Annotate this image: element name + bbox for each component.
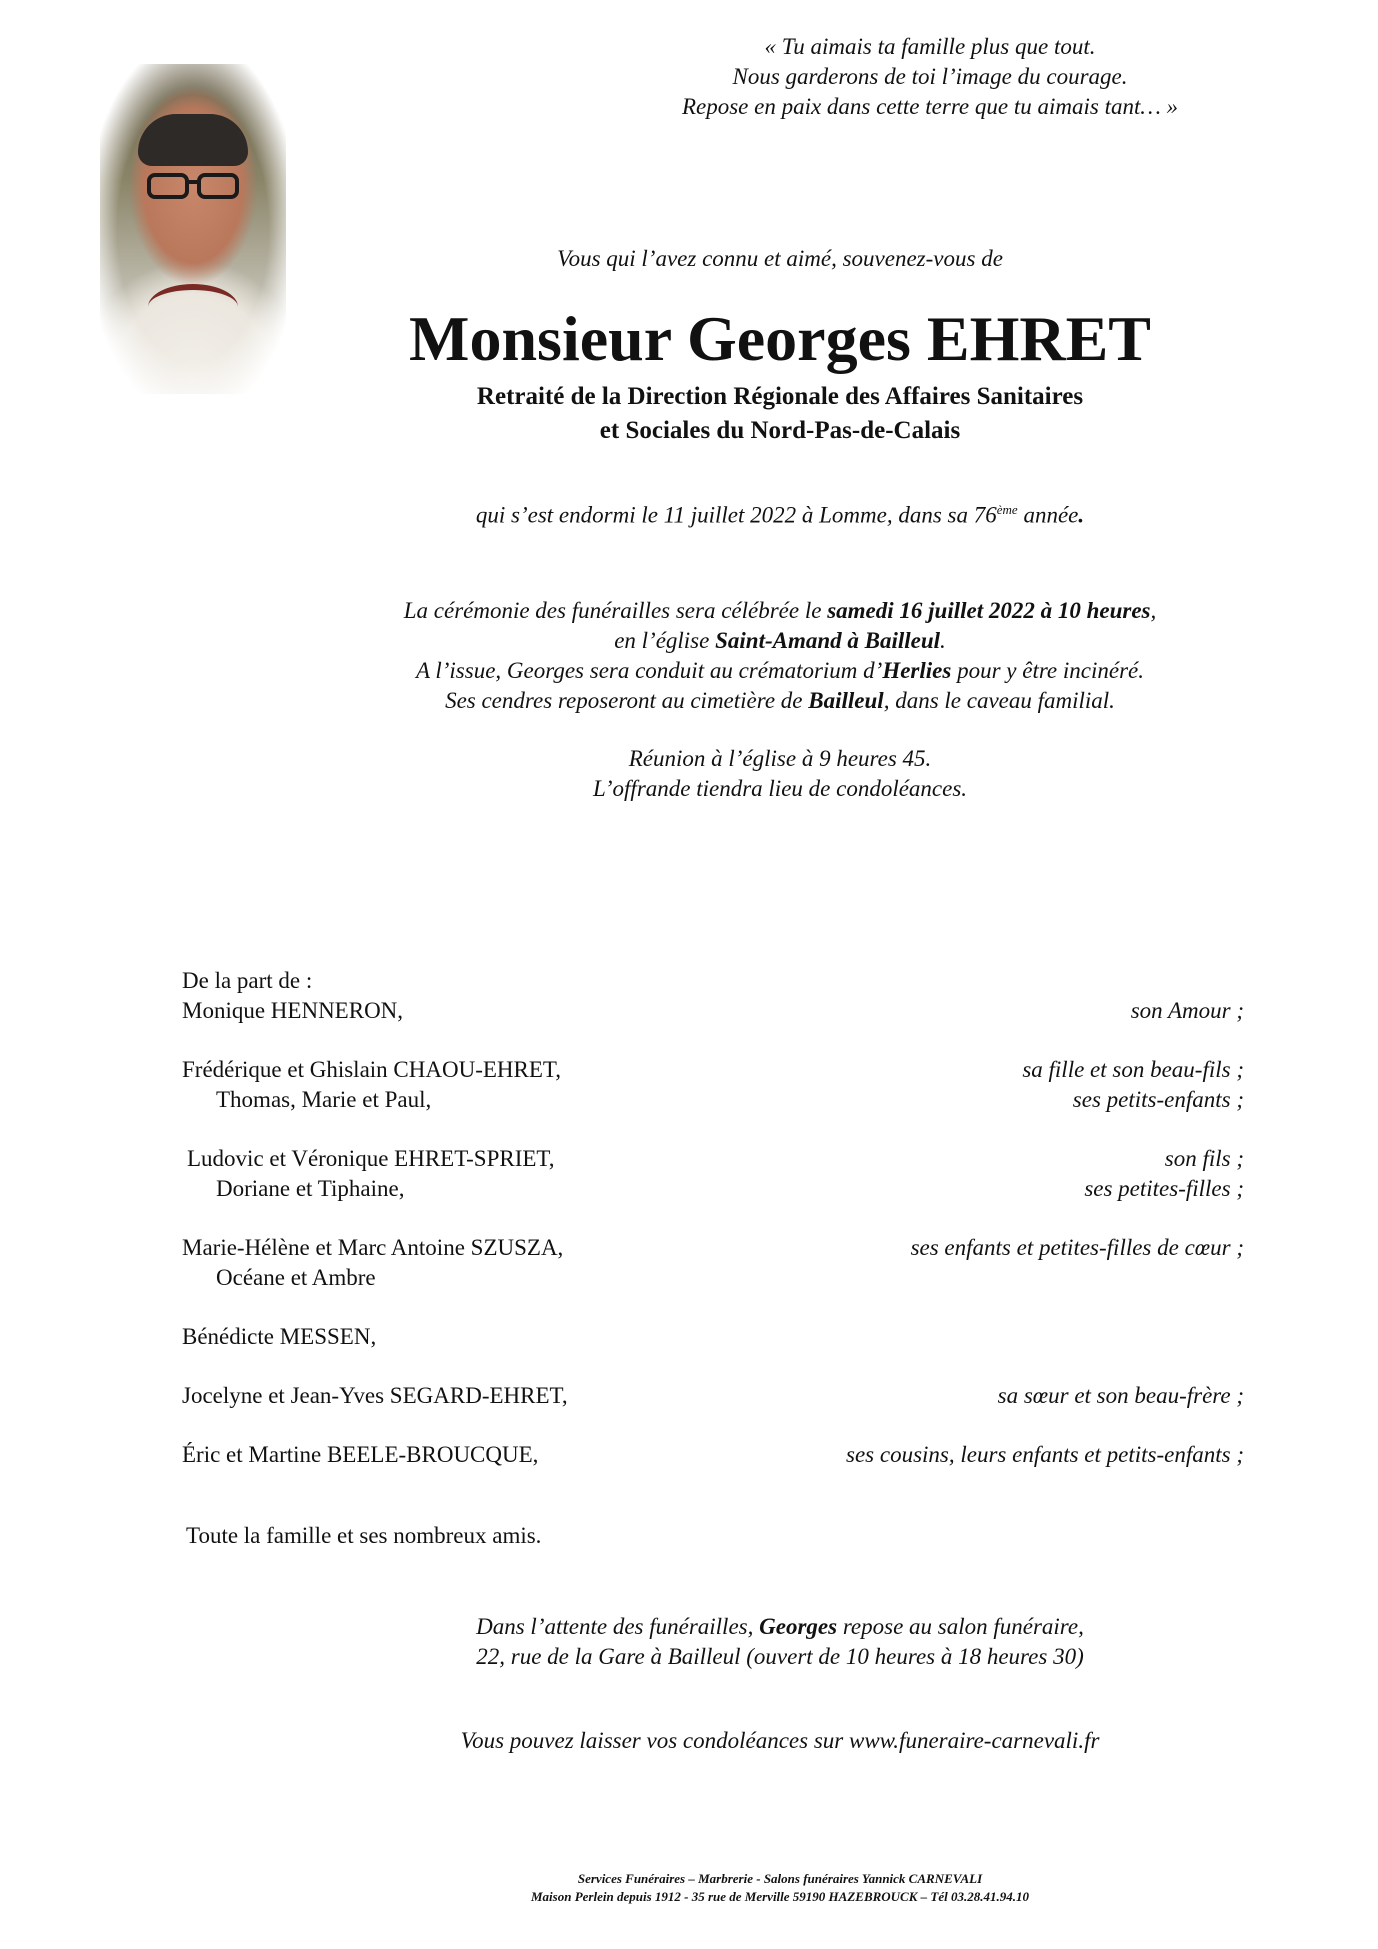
ceremony-cemetery: Bailleul [808,688,884,713]
quote-line: « Tu aimais ta famille plus que tout. [764,34,1096,59]
viewing-text: Dans l’attente des funérailles, [476,1614,760,1639]
meeting-line: L’offrande tiendra lieu de condoléances. [592,776,968,801]
ceremony-details [200,596,1360,716]
ceremony-text: A l’issue, Georges sera conduit au crématorium d’ [415,658,883,683]
family-row [182,1144,1244,1174]
family-row [182,1263,1244,1293]
family-member-name: Doriane et Tiphaine, [216,1176,405,1201]
viewing-line [300,1612,1260,1642]
ceremony-text: pour y être incinéré. [951,658,1144,683]
ceremony-line [200,656,1360,686]
family-relation: sa sœur et son beau-frère ; [997,1383,1244,1408]
family-relation: ses enfants et petites-filles de cœur ; [910,1235,1244,1260]
funeral-home-footer [200,1870,1360,1906]
viewing-info [300,1612,1260,1672]
family-relation: ses petits-enfants ; [1072,1087,1244,1112]
role-line: Retraité de la Direction Régionale des Affaires Sanitaires [476,383,1084,410]
ceremony-text: La cérémonie des funérailles sera célébrée le [403,598,828,623]
family-member-name: Marie-Hélène et Marc Antoine SZUSZA, [182,1235,564,1260]
ceremony-text: Ses cendres reposeront au cimetière de [445,688,809,713]
portrait-hair [138,114,248,166]
family-row [182,1085,1244,1115]
family-row [182,1381,1244,1411]
condolences-website: Vous pouvez laisser vos condoléances sur www.funeraire-carnevali.fr [460,1728,1100,1753]
viewing-line: 22, rue de la Gare à Bailleul (ouvert de 10 heures à 18 heures 30) [476,1644,1084,1669]
family-row [182,996,1244,1026]
closing-family-line: Toute la famille et ses nombreux amis. [186,1523,542,1548]
family-row [182,1322,1244,1352]
family-member-name: Jocelyne et Jean-Yves SEGARD-EHRET, [182,1383,568,1408]
death-text: année [1017,502,1079,528]
intro-text: Vous qui l’avez connu et aimé, souvenez-vous de [557,246,1003,271]
family-member-name: Ludovic et Véronique EHRET-SPRIET, [187,1146,555,1171]
footer-line: Maison Perlein depuis 1912 - 35 rue de Merville 59190 HAZEBROUCK – Tél 03.28.41.94.10 [531,1889,1029,1904]
family-header: De la part de : [182,968,313,993]
ceremony-crematorium: Herlies [882,658,952,683]
ceremony-line [200,686,1360,716]
meeting-info [200,744,1360,804]
family-relation: son fils ; [1164,1146,1244,1171]
ceremony-line [200,596,1360,626]
family-row [182,1174,1244,1204]
family-relation: ses cousins, leurs enfants et petits-enfants ; [846,1442,1244,1467]
viewing-text: repose au salon funéraire, [837,1614,1084,1639]
ceremony-date: samedi 16 juillet 2022 à 10 heures [827,598,1151,623]
death-statement [200,502,1360,529]
ceremony-church: Saint-Amand à Bailleul [715,628,941,653]
role-line: et Sociales du Nord-Pas-de-Calais [599,417,961,444]
family-member-name: Thomas, Marie et Paul, [216,1087,432,1112]
family-relation: sa fille et son beau-fils ; [1022,1057,1244,1082]
ceremony-text: . [940,628,946,653]
family-member-name: Océane et Ambre [216,1265,376,1290]
family-row [182,1233,1244,1263]
death-period: . [1078,502,1085,528]
family-member-name: Frédérique et Ghislain CHAOU-EHRET, [182,1057,561,1082]
family-relation: ses petites-filles ; [1084,1176,1244,1201]
death-text: qui s’est endormi le 11 juillet 2022 à Lomme, dans sa 76 [475,502,997,528]
deceased-role [200,380,1360,448]
quote-line: Repose en paix dans cette terre que tu aimais tant… » [681,94,1179,119]
quote-line: Nous garderons de toi l’image du courage. [732,64,1128,89]
ceremony-text: , dans le caveau familial. [883,688,1115,713]
family-member-name: Éric et Martine BEELE-BROUCQUE, [182,1442,539,1467]
footer-line: Services Funéraires – Marbrerie - Salons funéraires Yannick CARNEVALI [577,1871,983,1886]
epitaph-quote [560,32,1300,122]
portrait-glasses [147,172,239,200]
ceremony-text: en l’église [614,628,716,653]
family-relation: son Amour ; [1130,998,1244,1023]
family-row [182,1440,1244,1470]
family-list [182,966,1244,1470]
family-member-name: Bénédicte MESSEN, [182,1324,377,1349]
ceremony-line [200,626,1360,656]
death-superscript: ème [996,502,1018,517]
ceremony-text: , [1150,598,1157,623]
family-row [182,1055,1244,1085]
family-member-name: Monique HENNERON, [182,998,404,1023]
meeting-line: Réunion à l’église à 9 heures 45. [628,746,932,771]
viewing-name: Georges [759,1614,838,1639]
deceased-name: Monsieur Georges EHRET [409,303,1151,374]
